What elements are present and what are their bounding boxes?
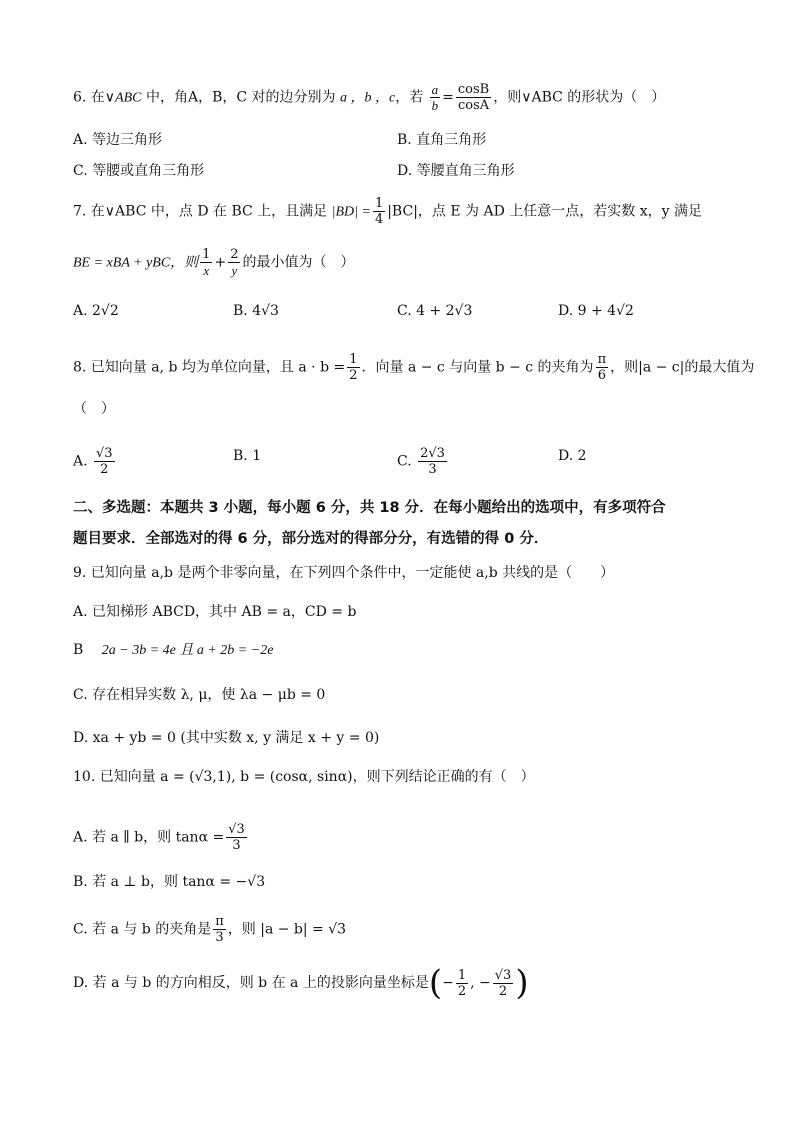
q10-d-fraction-2: [493, 968, 514, 999]
q10-d-pre: D. 若 a 与 b 的方向相反，则 b 在 a 上的投影向量坐标是: [73, 975, 429, 991]
q10-a-pre: A. 若 a ∥ b，则 tanα =: [73, 829, 225, 846]
q8-c-num: 2√3: [420, 446, 445, 461]
q7-frac2-num: 1: [202, 247, 211, 262]
q8-pi-num: π: [597, 352, 607, 367]
q8-l1c: ，则|a − c|的最大值为: [610, 359, 755, 376]
question-10-stem: 10. 已知向量 a = (√3,1), b = (cosα, sinα)，则下列结论正确的有（ ）: [73, 769, 535, 785]
q7-frac-den: 4: [374, 212, 384, 227]
q10-d-n2: √3: [494, 967, 512, 983]
q6-prefix: 6. 在∨: [73, 89, 116, 106]
q8-pi-den: 6: [597, 368, 606, 383]
q8-l1a: 8. 已知向量 a, b 均为单位向量，且 a · b =: [73, 359, 346, 376]
q9-option-b-text: 2a − 3b = 4e 且 a + 2b = −2e: [101, 643, 274, 658]
q7-plus: +: [214, 254, 227, 271]
q10-option-d[interactable]: D. 若 a 与 b 的方向相反，则 b 在 a 上的投影向量坐标是(− $\frac{1}{2}$ , − $\frac{√3}{2}$ ): [73, 963, 529, 1003]
q7-frac-num: 1: [374, 196, 384, 211]
q10-option-a[interactable]: [73, 822, 249, 853]
q7-frac2-den: x: [203, 263, 210, 278]
q8-frac-den: 2: [349, 368, 358, 383]
q8-option-a[interactable]: [73, 446, 117, 477]
q10-option-b[interactable]: B. 若 a ⊥ b，则 tanα = −√3: [73, 874, 266, 890]
q9-option-a[interactable]: A. 已知梯形 ABCD，其中 AB = a，CD = b: [73, 604, 357, 620]
q9-option-b-label: B: [73, 642, 84, 658]
q8-l1b: ．向量 a − c 与向量 b − c 的夹角为: [361, 359, 594, 376]
q8-fraction-pi-6: [596, 352, 609, 383]
q7-l1a: 7. 在∨ABC 中，点 D 在 BC 上，且满足: [73, 203, 328, 220]
q8-option-a-label: A.: [73, 453, 88, 470]
question-6-stem: [73, 82, 665, 113]
q10-d-d1: 2: [457, 983, 467, 999]
section-2-line2: 题目要求．全部选对的得 6 分，部分选对的得部分分，有选错的得 0 分．: [73, 531, 549, 547]
q10-d-n1: 1: [457, 967, 467, 983]
question-8-line1: [73, 352, 754, 383]
q10-a-den: 3: [232, 838, 241, 853]
q8-option-d[interactable]: D. 2: [558, 448, 587, 464]
q7-option-d[interactable]: D. 9 + 4√2: [558, 303, 634, 319]
q10-option-c[interactable]: [73, 914, 346, 945]
q8-option-c-label: C.: [397, 453, 412, 470]
q8-c-den: 3: [428, 462, 437, 477]
q7-l1c: |BC|，点 E 为 AD 上任意一点，若实数 x，y 满足: [387, 203, 702, 220]
q8-option-b[interactable]: B. 1: [233, 448, 262, 464]
q6-fraction-ab: [430, 82, 441, 113]
q7-frac3-num: 2: [230, 247, 239, 262]
q10-d-rparen: ): [515, 963, 529, 1003]
q6-frac-num: a: [431, 82, 439, 97]
q6-option-b[interactable]: B. 直角三角形: [397, 132, 487, 148]
q6-fraction-cos: [456, 82, 491, 113]
section-2-line1: 二、多选题：本题共 3 小题，每小题 6 分，共 18 分．在每小题给出的选项中，有多项符合: [73, 500, 666, 516]
q9-option-d[interactable]: D. xa + yb = 0 (其中实数 x, y 满足 x + y = 0): [73, 730, 380, 746]
q6-cond: ，若: [395, 89, 424, 106]
q9-option-b[interactable]: [73, 640, 273, 661]
q7-l2a: BE = xBA + yBC，则: [73, 255, 199, 271]
q7-option-b[interactable]: B. 4√3: [233, 303, 279, 319]
q7-option-c[interactable]: C. 4 + 2√3: [397, 303, 473, 319]
q6-option-c[interactable]: C. 等腰或直角三角形: [73, 163, 205, 179]
q6-option-a[interactable]: A. 等边三角形: [73, 132, 163, 148]
q6-sides: a ，b ，c: [339, 90, 396, 106]
q8-option-c[interactable]: [397, 446, 449, 477]
q8-a-num: √3: [96, 446, 113, 461]
q8-option-c-fraction: [418, 446, 447, 477]
q10-c-den: 3: [215, 930, 224, 945]
question-9-stem: 9. 已知向量 a,b 是两个非零向量，在下列四个条件中，一定能使 a,b 共线的是（ ）: [73, 565, 615, 581]
q10-d-lparen: (: [428, 963, 443, 1003]
q10-d-d2: 2: [498, 983, 508, 999]
q8-a-den: 2: [100, 462, 109, 477]
q10-c-post: ，则 |a − b| = √3: [227, 921, 347, 938]
q7-option-a[interactable]: A. 2√2: [73, 303, 119, 319]
q6-frac-den: b: [431, 98, 439, 113]
q7-l1b: |BD| =: [331, 204, 371, 220]
q6-cos-num: cosB: [457, 82, 490, 97]
q10-c-pre: C. 若 a 与 b 的夹角是: [73, 921, 212, 938]
q10-a-fraction: [226, 822, 247, 853]
q7-fraction-1-4: [373, 196, 385, 227]
q6-tail: ，则∨ABC 的形状为（ ）: [493, 89, 666, 106]
q10-c-num: π: [215, 914, 224, 929]
q6-mid: 中，角A，B，C 对的边分别为: [141, 89, 340, 106]
q10-d-fraction-1: [456, 968, 468, 999]
question-7-line1: [73, 196, 702, 227]
q9-option-c[interactable]: C. 存在相异实数 λ, μ，使 λa − μb = 0: [73, 687, 326, 703]
q6-triangle: ABC: [115, 90, 142, 106]
q7-l2b: 的最小值为（ ）: [242, 254, 355, 271]
q10-a-num: √3: [228, 822, 245, 837]
q10-c-fraction: [213, 914, 226, 945]
q7-fraction-2-y: [228, 247, 240, 278]
q8-paren: （ ）: [73, 401, 115, 417]
q8-option-a-fraction: [94, 446, 115, 477]
q7-frac3-den: y: [231, 263, 238, 278]
q6-option-d[interactable]: D. 等腰直角三角形: [397, 163, 515, 179]
q7-fraction-1-x: [200, 247, 212, 278]
q8-fraction-1-2: [347, 352, 359, 383]
q6-cos-den: cosA: [457, 98, 490, 113]
q8-frac-num: 1: [349, 352, 358, 367]
question-7-line2: [73, 247, 354, 278]
q6-equals: =: [442, 89, 454, 106]
